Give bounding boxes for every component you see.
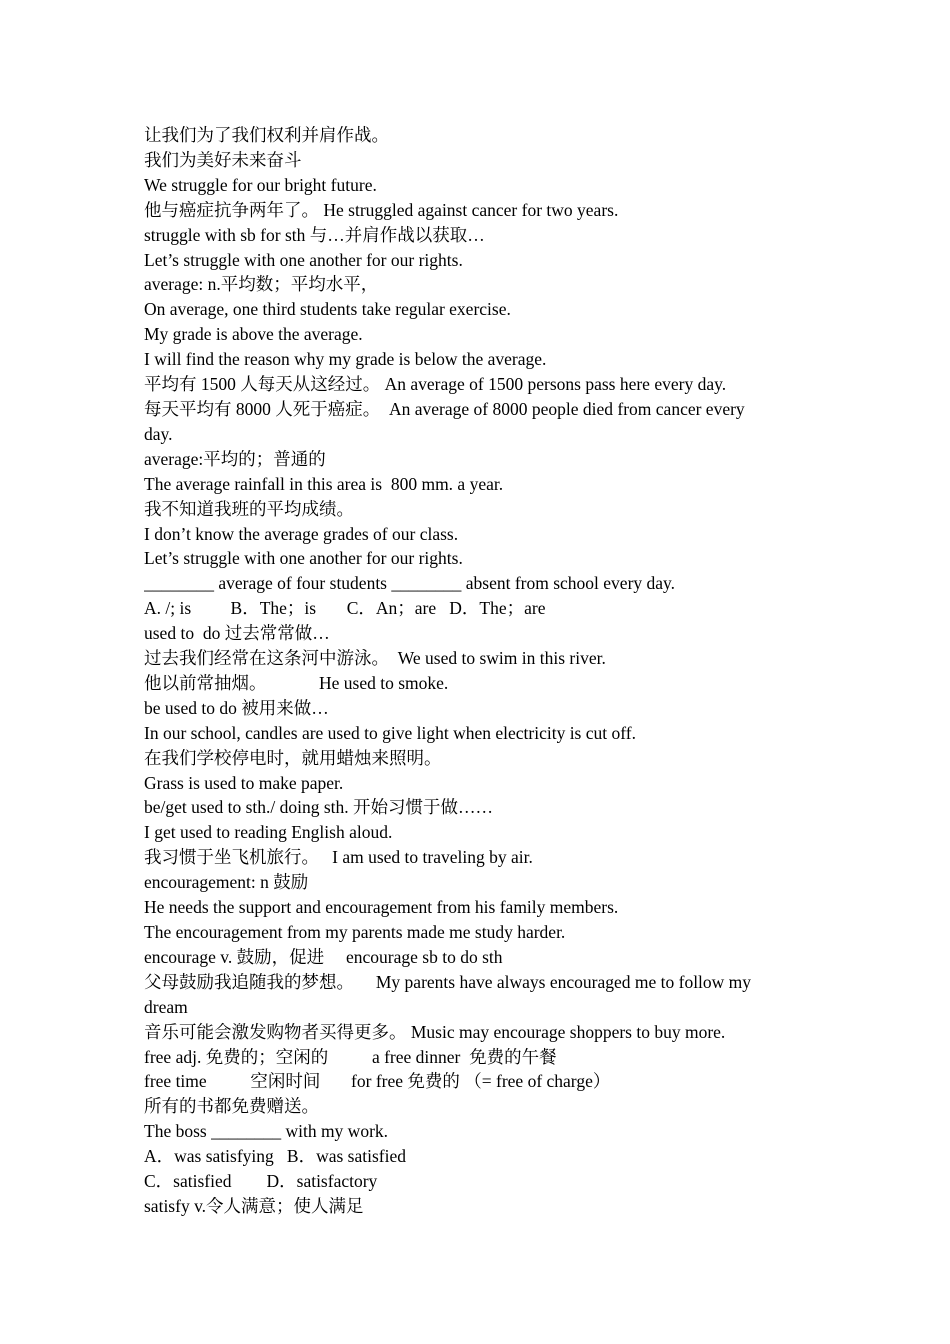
text-line: On average, one third students take regular exercise. [144,299,511,320]
text-line: 父母鼓励我追随我的梦想。 My parents have always encouraged me to follow my [144,971,752,992]
text-line: free adj. 免费的；空闲的 a free dinner 免费的午餐 [144,1046,557,1067]
text-line: average:平均的；普通的 [144,448,326,469]
answer-options: A. /; is B．The；is C．An；are D．The；are [144,598,546,619]
text-line: I will find the reason why my grade is below the average. [144,349,547,370]
text-line: used to do 过去常常做… [144,623,330,644]
text-line: 在我们学校停电时，就用蜡烛来照明。 [144,747,442,768]
text-line: encourage v. 鼓励，促进 encourage sb to do sth [144,946,503,967]
text-line: Let’s struggle with one another for our rights. [144,249,463,270]
answer-options: C．satisfied D．satisfactory [144,1171,378,1192]
document-body [144,123,814,1219]
text-line: The average rainfall in this area is 800 mm. a year. [144,473,504,494]
text-line: 让我们为了我们权利并肩作战。 [144,125,389,145]
text-line: 平均有 1500 人每天从这经过。 An average of 1500 persons pass here every day. [144,374,727,395]
text-line: 我习惯于坐飞机旅行。 I am used to traveling by air. [144,847,533,868]
text-line: I get used to reading English aloud. [144,822,393,843]
text-line: dream [144,996,188,1017]
text-line: In our school, candles are used to give light when electricity is cut off. [144,722,636,743]
text-line: 每天平均有 8000 人死于癌症。 An average of 8000 people died from cancer every [144,398,745,419]
text-line: satisfy v.令人满意；使人满足 [144,1195,364,1216]
text-line: 我不知道我班的平均成绩。 [144,498,354,519]
text-line: 我们为美好未来奋斗 [144,149,302,170]
question-line: ________ average of four students ________ absent from school every day. [144,573,676,594]
text-line: free time 空闲时间 for free 免费的 （= free of charge） [144,1071,611,1092]
text-line: My grade is above the average. [144,324,363,345]
text-line: Grass is used to make paper. [144,772,344,793]
text-line: average: n.平均数；平均水平， [144,274,379,295]
text-line: 所有的书都免费赠送。 [144,1096,319,1117]
text-line: 他与癌症抗争两年了。 He struggled against cancer for two years. [144,199,619,220]
text-line: be/get used to sth./ doing sth. 开始习惯于做…… [144,797,494,818]
text-line: The encouragement from my parents made me study harder. [144,922,566,942]
text-line: Let’s struggle with one another for our rights. [144,548,463,569]
answer-options: A．was satisfying B．was satisfied [144,1146,406,1167]
text-line: be used to do 被用来做… [144,697,329,718]
text-line: struggle with sb for sth 与…并肩作战以获取… [144,224,485,245]
text-line: 他以前常抽烟。 He used to smoke. [144,672,449,693]
text-line: 过去我们经常在这条河中游泳。 We used to swim in this river. [144,648,606,669]
text-line: day. [144,423,173,444]
text-line: I don’t know the average grades of our class. [144,523,459,544]
text-line: He needs the support and encouragement from his family members. [144,897,619,918]
text-line: 音乐可能会激发购物者买得更多。 Music may encourage shoppers to buy more. [144,1021,726,1042]
text-line: We struggle for our bright future. [144,174,377,195]
question-line: The boss ________ with my work. [144,1121,389,1142]
text-line: encouragement: n 鼓励 [144,872,309,893]
